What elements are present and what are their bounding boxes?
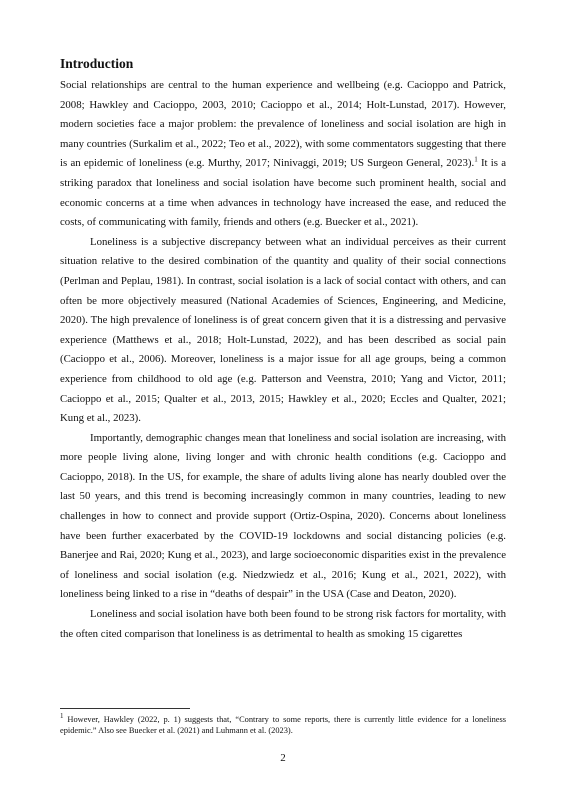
footnote-divider [60,708,190,709]
paragraph-3: Importantly, demographic changes mean that loneliness and social isolation are increasing, with more people living alone, living longer and with chronic health conditions (e.g. Cacioppo and Cacioppo, 2018). In the US, for example, the share of adults living alone has nearly doubled over the last 50 years, and this trend is becoming increasingly common in many countries, leading to new challenges in how to connect and provide support (Ortiz-Ospina, 2020). Concerns about loneliness have been further exacerbated by the COVID-19 lockdowns and social distancing policies (e.g. Banerjee and Rai, 2020; Kung et al., 2023), and large socioeconomic disparities exist in the prevalence of loneliness and social isolation (e.g. Niedzwiedz et al., 2016; Kung et al., 2021, 2022), with loneliness being linked to a rise in “deaths of despair” in the USA (Case and Deaton, 2020). [60,431,506,601]
section-heading: Introduction [60,56,134,71]
footnote-text: However, Hawkley (2022, p. 1) suggests that, “Contrary to some reports, there is currently little evidence for a loneliness epidemic.” Also see Buecker et al. (2021) and Luhmann et al. (2023). [60,715,506,735]
paragraph-1-continuation: It is a striking paradox that loneliness and social isolation have become such prominent health, social and economic concerns at a time when advances in technology have increased the ease, and reduced the costs, of communicating with family, friends and others (e.g. Buecker et al., 2021). [60,157,507,229]
paragraph-4: Loneliness and social isolation have both been found to be strong risk factors for mortality, with the often cited comparison that loneliness is as detrimental to health as smoking 15 cigarettes [60,608,506,640]
paragraph-1 [60,76,506,233]
paragraph-2: Loneliness is a subjective discrepancy between what an individual perceives as their current situation relative to the desired combination of the quantity and quality of their social connections (Perlman and Peplau, 1981). In contrast, social isolation is a lack of social contact with others, and can often be more objectively measured (National Academies of Sciences, Engineering, and Medicine, 2020). The high prevalence of loneliness is of great concern given that it is a distressing and pervasive experience (Matthews et al., 2018; Holt-Lunstad, 2022), and has been described as social pain (Cacioppo et al., 2006). Moreover, loneliness is a major issue for all age groups, being a common experience from childhood to old age (e.g. Patterson and Veenstra, 2010; Yang and Victor, 2011; Cacioppo et al., 2015; Qualter et al., 2013, 2015; Hawkley et al., 2020; Eccles and Qualter, 2021; Kung et al., 2023). [60,235,506,425]
paragraph-1-text: Social relationships are central to the human experience and wellbeing (e.g. Cacioppo and Patrick, 2008; Hawkley and Cacioppo, 2003, 2010; Cacioppo et al., 2014; Holt-Lunstad, 2017). However, modern societies face a major problem: the prevalence of loneliness and social isolation are high in many countries (Surkalim et al., 2022; Teo et al., 2022), with some commentators suggesting that there is an epidemic of loneliness (e.g. Murthy, 2017; Ninivaggi, 2019; US Surgeon General, 2023). [60,79,506,170]
body-text [60,76,506,644]
footnote-reference[interactable]: 1 [474,155,478,164]
footnote-marker: 1 [60,712,64,721]
footnote [60,714,506,736]
page-number: 2 [280,752,286,764]
